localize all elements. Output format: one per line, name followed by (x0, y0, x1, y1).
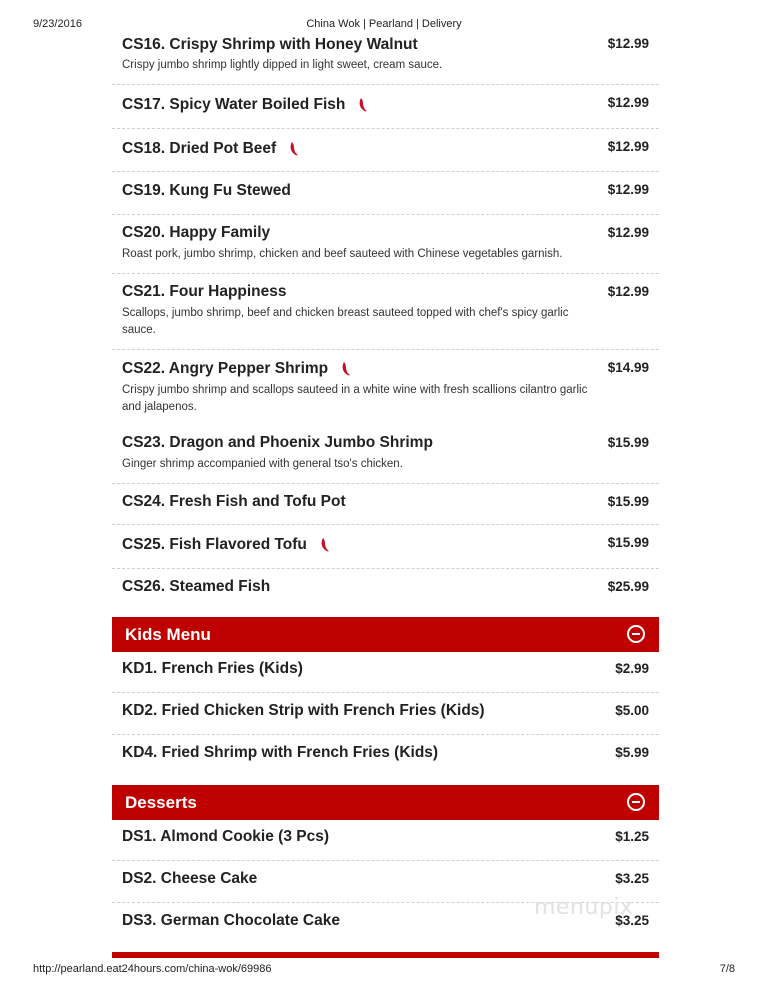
item-price: $15.99 (607, 435, 649, 450)
item-name-text: CS20. Happy Family (122, 224, 271, 241)
collapse-icon[interactable] (627, 625, 645, 643)
item-price: $25.99 (607, 579, 649, 594)
item-price: $12.99 (607, 36, 649, 51)
item-name (122, 129, 649, 159)
print-date: 9/23/2016 (33, 18, 82, 30)
item-price: $3.25 (615, 871, 649, 886)
menu-item[interactable] (112, 274, 659, 350)
item-name-text: CS25. Fish Flavored Tofu (122, 536, 307, 553)
item-price: $5.00 (615, 703, 649, 718)
menu-item[interactable] (112, 525, 659, 569)
item-name-text: CS16. Crispy Shrimp with Honey Walnut (122, 36, 418, 53)
item-price: $12.99 (607, 225, 649, 240)
item-description: Scallops, jumbo shrimp, beef and chicken breast sauteed topped with chef's spicy garlic sauce. (122, 307, 569, 336)
item-name-text: CS24. Fresh Fish and Tofu Pot (122, 493, 346, 510)
item-price: $12.99 (607, 182, 649, 197)
menu-item[interactable] (112, 26, 659, 85)
spicy-pepper-icon (339, 361, 351, 377)
spicy-pepper-icon (356, 97, 368, 113)
item-name (122, 735, 649, 763)
item-name-text: DS3. German Chocolate Cake (122, 912, 340, 929)
item-name-text: CS23. Dragon and Phoenix Jumbo Shrimp (122, 434, 433, 451)
item-description: Ginger shrimp accompanied with general tso's chicken. (122, 458, 403, 470)
menu-item[interactable] (112, 350, 659, 425)
item-name (122, 693, 649, 721)
item-name-text: DS1. Almond Cookie (3 Pcs) (122, 828, 329, 845)
item-name (122, 861, 649, 889)
item-name (122, 652, 649, 679)
item-name (122, 215, 649, 243)
item-name (122, 425, 649, 453)
item-name (122, 525, 649, 555)
item-price: $3.25 (615, 913, 649, 928)
next-section-header-edge (112, 952, 659, 958)
menu-item[interactable] (112, 484, 659, 525)
desserts-section-header[interactable] (112, 785, 659, 820)
spicy-pepper-icon (318, 537, 330, 553)
collapse-icon[interactable] (627, 793, 645, 811)
item-name-text: CS21. Four Happiness (122, 283, 287, 300)
item-name-text: DS2. Cheese Cake (122, 870, 258, 887)
menu-item[interactable] (112, 85, 659, 129)
item-name (122, 484, 649, 512)
watermark: menupix (534, 895, 634, 920)
print-page-number: 7/8 (719, 963, 735, 975)
item-price: $5.99 (615, 745, 649, 760)
section-title: Desserts (125, 793, 197, 812)
print-footer (33, 963, 735, 977)
item-price: $1.25 (615, 829, 649, 844)
section-title: Kids Menu (125, 625, 211, 644)
item-name (122, 172, 649, 201)
item-name-text: CS26. Steamed Fish (122, 578, 271, 595)
menu-item[interactable] (112, 425, 659, 484)
item-name (122, 569, 649, 597)
item-name (122, 274, 649, 302)
menu-item[interactable] (112, 569, 659, 617)
menu-item[interactable] (112, 172, 659, 215)
item-price: $15.99 (607, 494, 649, 509)
item-name-text: KD2. Fried Chicken Strip with French Fries (Kids) (122, 702, 485, 719)
item-price: $14.99 (607, 360, 649, 375)
item-name-text: CS18. Dried Pot Beef (122, 140, 277, 157)
print-url: http://pearland.eat24hours.com/china-wok/69986 (33, 963, 272, 975)
menu-item[interactable] (112, 652, 659, 693)
kids-menu-section-header[interactable] (112, 617, 659, 652)
spicy-pepper-icon (287, 141, 299, 157)
item-name-text: KD1. French Fries (Kids) (122, 660, 303, 677)
menu-list (112, 26, 659, 958)
print-page-title: China Wok | Pearland | Delivery (306, 18, 462, 30)
menu-item[interactable] (112, 693, 659, 735)
item-name-text: CS22. Angry Pepper Shrimp (122, 360, 329, 377)
item-price: $12.99 (607, 95, 649, 110)
item-description: Roast pork, jumbo shrimp, chicken and beef sauteed with Chinese vegetables garnish. (122, 248, 563, 260)
item-price: $12.99 (607, 139, 649, 154)
item-price: $12.99 (607, 284, 649, 299)
menu-item[interactable] (112, 129, 659, 172)
item-name-text: CS17. Spicy Water Boiled Fish (122, 96, 346, 113)
item-description: Crispy jumbo shrimp lightly dipped in light sweet, cream sauce. (122, 59, 443, 71)
menu-item[interactable] (112, 820, 659, 861)
item-price: $2.99 (615, 661, 649, 676)
item-name (122, 26, 649, 55)
item-price: $15.99 (607, 535, 649, 550)
menu-item[interactable] (112, 215, 659, 274)
item-name-text: KD4. Fried Shrimp with French Fries (Kids) (122, 744, 439, 761)
item-name (122, 820, 649, 847)
item-name (122, 350, 649, 379)
item-name (122, 85, 649, 115)
menu-item[interactable] (112, 735, 659, 785)
item-name-text: CS19. Kung Fu Stewed (122, 182, 291, 199)
item-description: Crispy jumbo shrimp and scallops sauteed in a white wine with fresh scallions cilantro garlic and jalapenos. (122, 384, 588, 413)
